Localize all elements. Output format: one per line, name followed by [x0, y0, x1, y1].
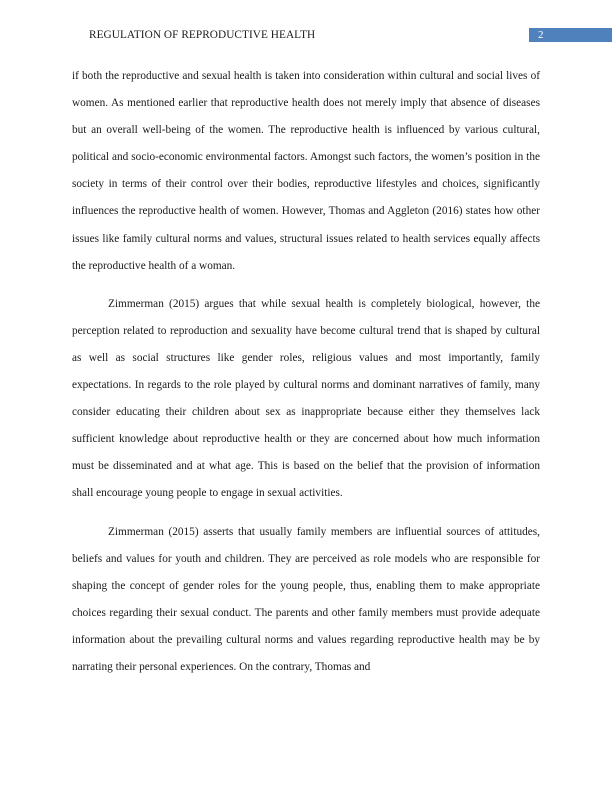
document-body	[72, 63, 540, 681]
running-head: REGULATION OF REPRODUCTIVE HEALTH	[89, 29, 316, 41]
page-number: 2	[538, 29, 544, 41]
paragraph-zimmerman-argues: Zimmerman (2015) argues that while sexual health is completely biological, however, the perception related to reproduction and sexuality have become cultural trend that is shaped by cultural as well as social structures like gender roles, religious values and most importantly, family expectations. In regards to the role played by cultural norms and dominant narratives of family, many consider educating their children about sex as inappropriate because either they themselves lack sufficient knowledge about reproductive health or they are concerned about how much information must be disseminated and at what age. This is based on the belief that the provision of information shall encourage young people to engage in sexual activities.	[72, 297, 540, 500]
paragraph-continuation: if both the reproductive and sexual health is taken into consideration within cultural and social lives of women. As mentioned earlier that reproductive health does not merely imply that absence of diseases but an overall well-being of the women. The reproductive health is influenced by various cultural, political and socio-economic environmental factors. Amongst such factors, the women’s position in the society in terms of their control over their bodies, reproductive lifestyles and choices, significantly influences the reproductive health of women. However, Thomas and Aggleton (2016) states how other issues like family cultural norms and values, structural issues related to health services equally affects the reproductive health of a woman.	[72, 70, 540, 272]
paragraph-zimmerman-asserts: Zimmerman (2015) asserts that usually family members are influential sources of attitudes, beliefs and values for youth and children. They are perceived as role models who are responsible for shaping the concept of gender roles for the young people, thus, enabling them to make appropriate choices regarding their sexual conduct. The parents and other family members must provide adequate information about the prevailing cultural norms and values regarding reproductive health may be by narrating their personal experiences. On the contrary, Thomas and	[72, 525, 540, 673]
page-number-badge	[529, 28, 612, 42]
